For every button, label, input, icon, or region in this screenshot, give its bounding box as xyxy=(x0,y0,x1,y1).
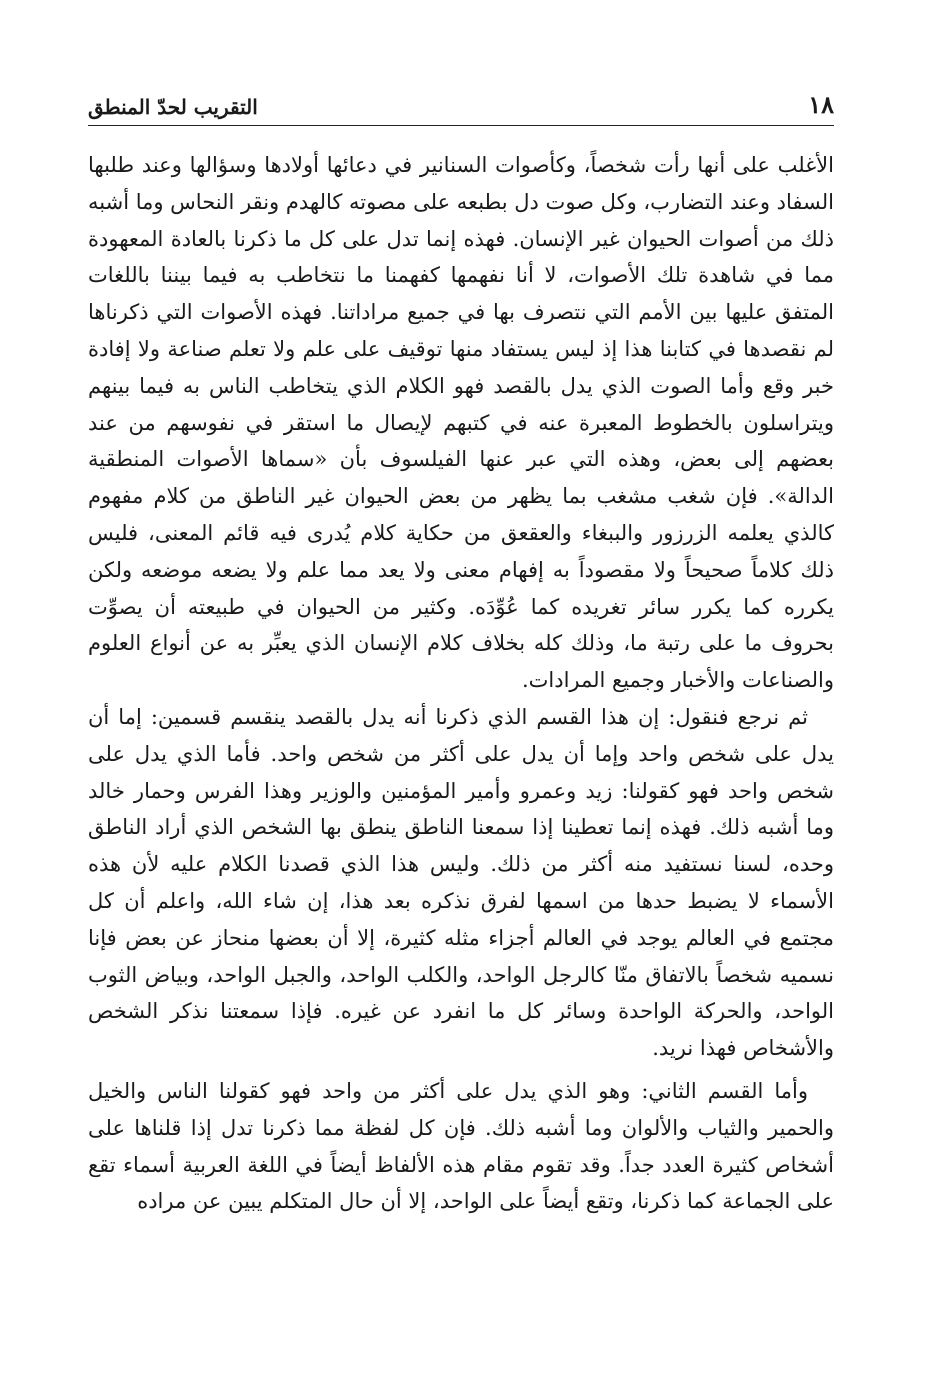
paragraph-first-division: ثم نرجع فنقول: إن هذا القسم الذي ذكرنا أنه يدل بالقصد ينقسم قسمين: إما أن يدل على شخص واحد وإما أن يدل على أكثر من شخص واحد. فأما الذي يدل على شخص واحد فهو كقولنا: زيد وعمرو وأمير المؤمنين والوزير وهذا الفرس وحمار خالد وما أشبه ذلك. فهذه إنما تعطينا إذا سمعنا الناطق ينطق بها الشخص الذي أراد الناطق وحده، لسنا نستفيد منه أكثر من ذلك. وليس هذا الذي قصدنا الكلام عليه لأن هذه الأسماء لا يضبط حدها من اسمها لفرق نذكره بعد هذا، إن شاء الله، واعلم أن كل مجتمع في العالم يوجد في العالم أجزاء مثله كثيرة، إلا أن بعضها منحاز عن بعض فإنا نسميه شخصاً بالاتفاق منّا كالرجل الواحد، والكلب الواحد، والجبل الواحد، وبياض الثوب الواحد، والحركة الواحدة وسائر كل ما انفرد عن غيره. فإذا سمعتنا نذكر الشخص والأشخاص فهذا نريد. xyxy=(88,704,834,1061)
body-text xyxy=(88,147,834,1220)
page-number: ١٨ xyxy=(808,90,834,119)
running-title: التقريب لحدّ المنطق xyxy=(88,95,258,119)
page-header xyxy=(88,92,834,126)
paragraph-continued: الأغلب على أنها رأت شخصاً، وكأصوات السنانير في دعائها أولادها وسؤالها وعند طلبها السفاد وعند التضارب، وكل صوت دل بطبعه على مصوته كالهدم ونقر النحاس وما أشبه ذلك من أصوات الحيوان غير الإنسان. فهذه إنما تدل على كل ما ذكرنا بالعادة المعهودة مما في شاهدة تلك الأصوات، لا أنا نفهمها كفهمنا ما نتخاطب به فيما بيننا باللغات المتفق عليها بين الأمم التي نتصرف بها في جميع مراداتنا. فهذه الأصوات التي ذكرناها لم نقصدها في كتابنا هذا إذ ليس يستفاد منها توقيف على علم ولا تعلم صناعة ولا إفادة خبر وقع وأما الصوت الذي يدل بالقصد فهو الكلام الذي يتخاطب الناس به فيما بينهم ويتراسلون بالخطوط المعبرة عنه في كتبهم لإيصال ما استقر في نفوسهم من عند بعضهم إلى بعض، وهذه التي عبر عنها الفيلسوف بأن «سماها الأصوات المنطقية الدالة». فإن شغب مشغب بما يظهر من بعض الحيوان غير الناطق من كلام مفهوم كالذي يعلمه الزرزور والببغاء والعقعق من حكاية كلام يُدرى فيه قائم المعنى، فليس ذلك كلاماً صحيحاً ولا مقصوداً به إفهام معنى ولا يعد مما علم ولا يضعه موضعه ولكن يكرره كما يكرر سائر تغريده كما عُوِّدَه. وكثير من الحيوان في طبيعته أن يصوِّت بحروف ما على رتبة ما، وذلك كله بخلاف كلام الإنسان الذي يعبِّر به عن أنواع العلوم والصناعات والأخبار وجميع المرادات. xyxy=(88,153,834,693)
paragraph-second-division: وأما القسم الثاني: وهو الذي يدل على أكثر من واحد فهو كقولنا الناس والخيل والحمير والثياب والألوان وما أشبه ذلك. فإن كل لفظة مما ذكرنا تدل إذا قلناها على أشخاص كثيرة العدد جداً. وقد تقوم مقام هذه الألفاظ أيضاً في اللغة العربية أسماء تقع على الجماعة كما ذكرنا، وتقع أيضاً على الواحد، إلا أن حال المتكلم يبين عن مراده xyxy=(88,1078,834,1214)
